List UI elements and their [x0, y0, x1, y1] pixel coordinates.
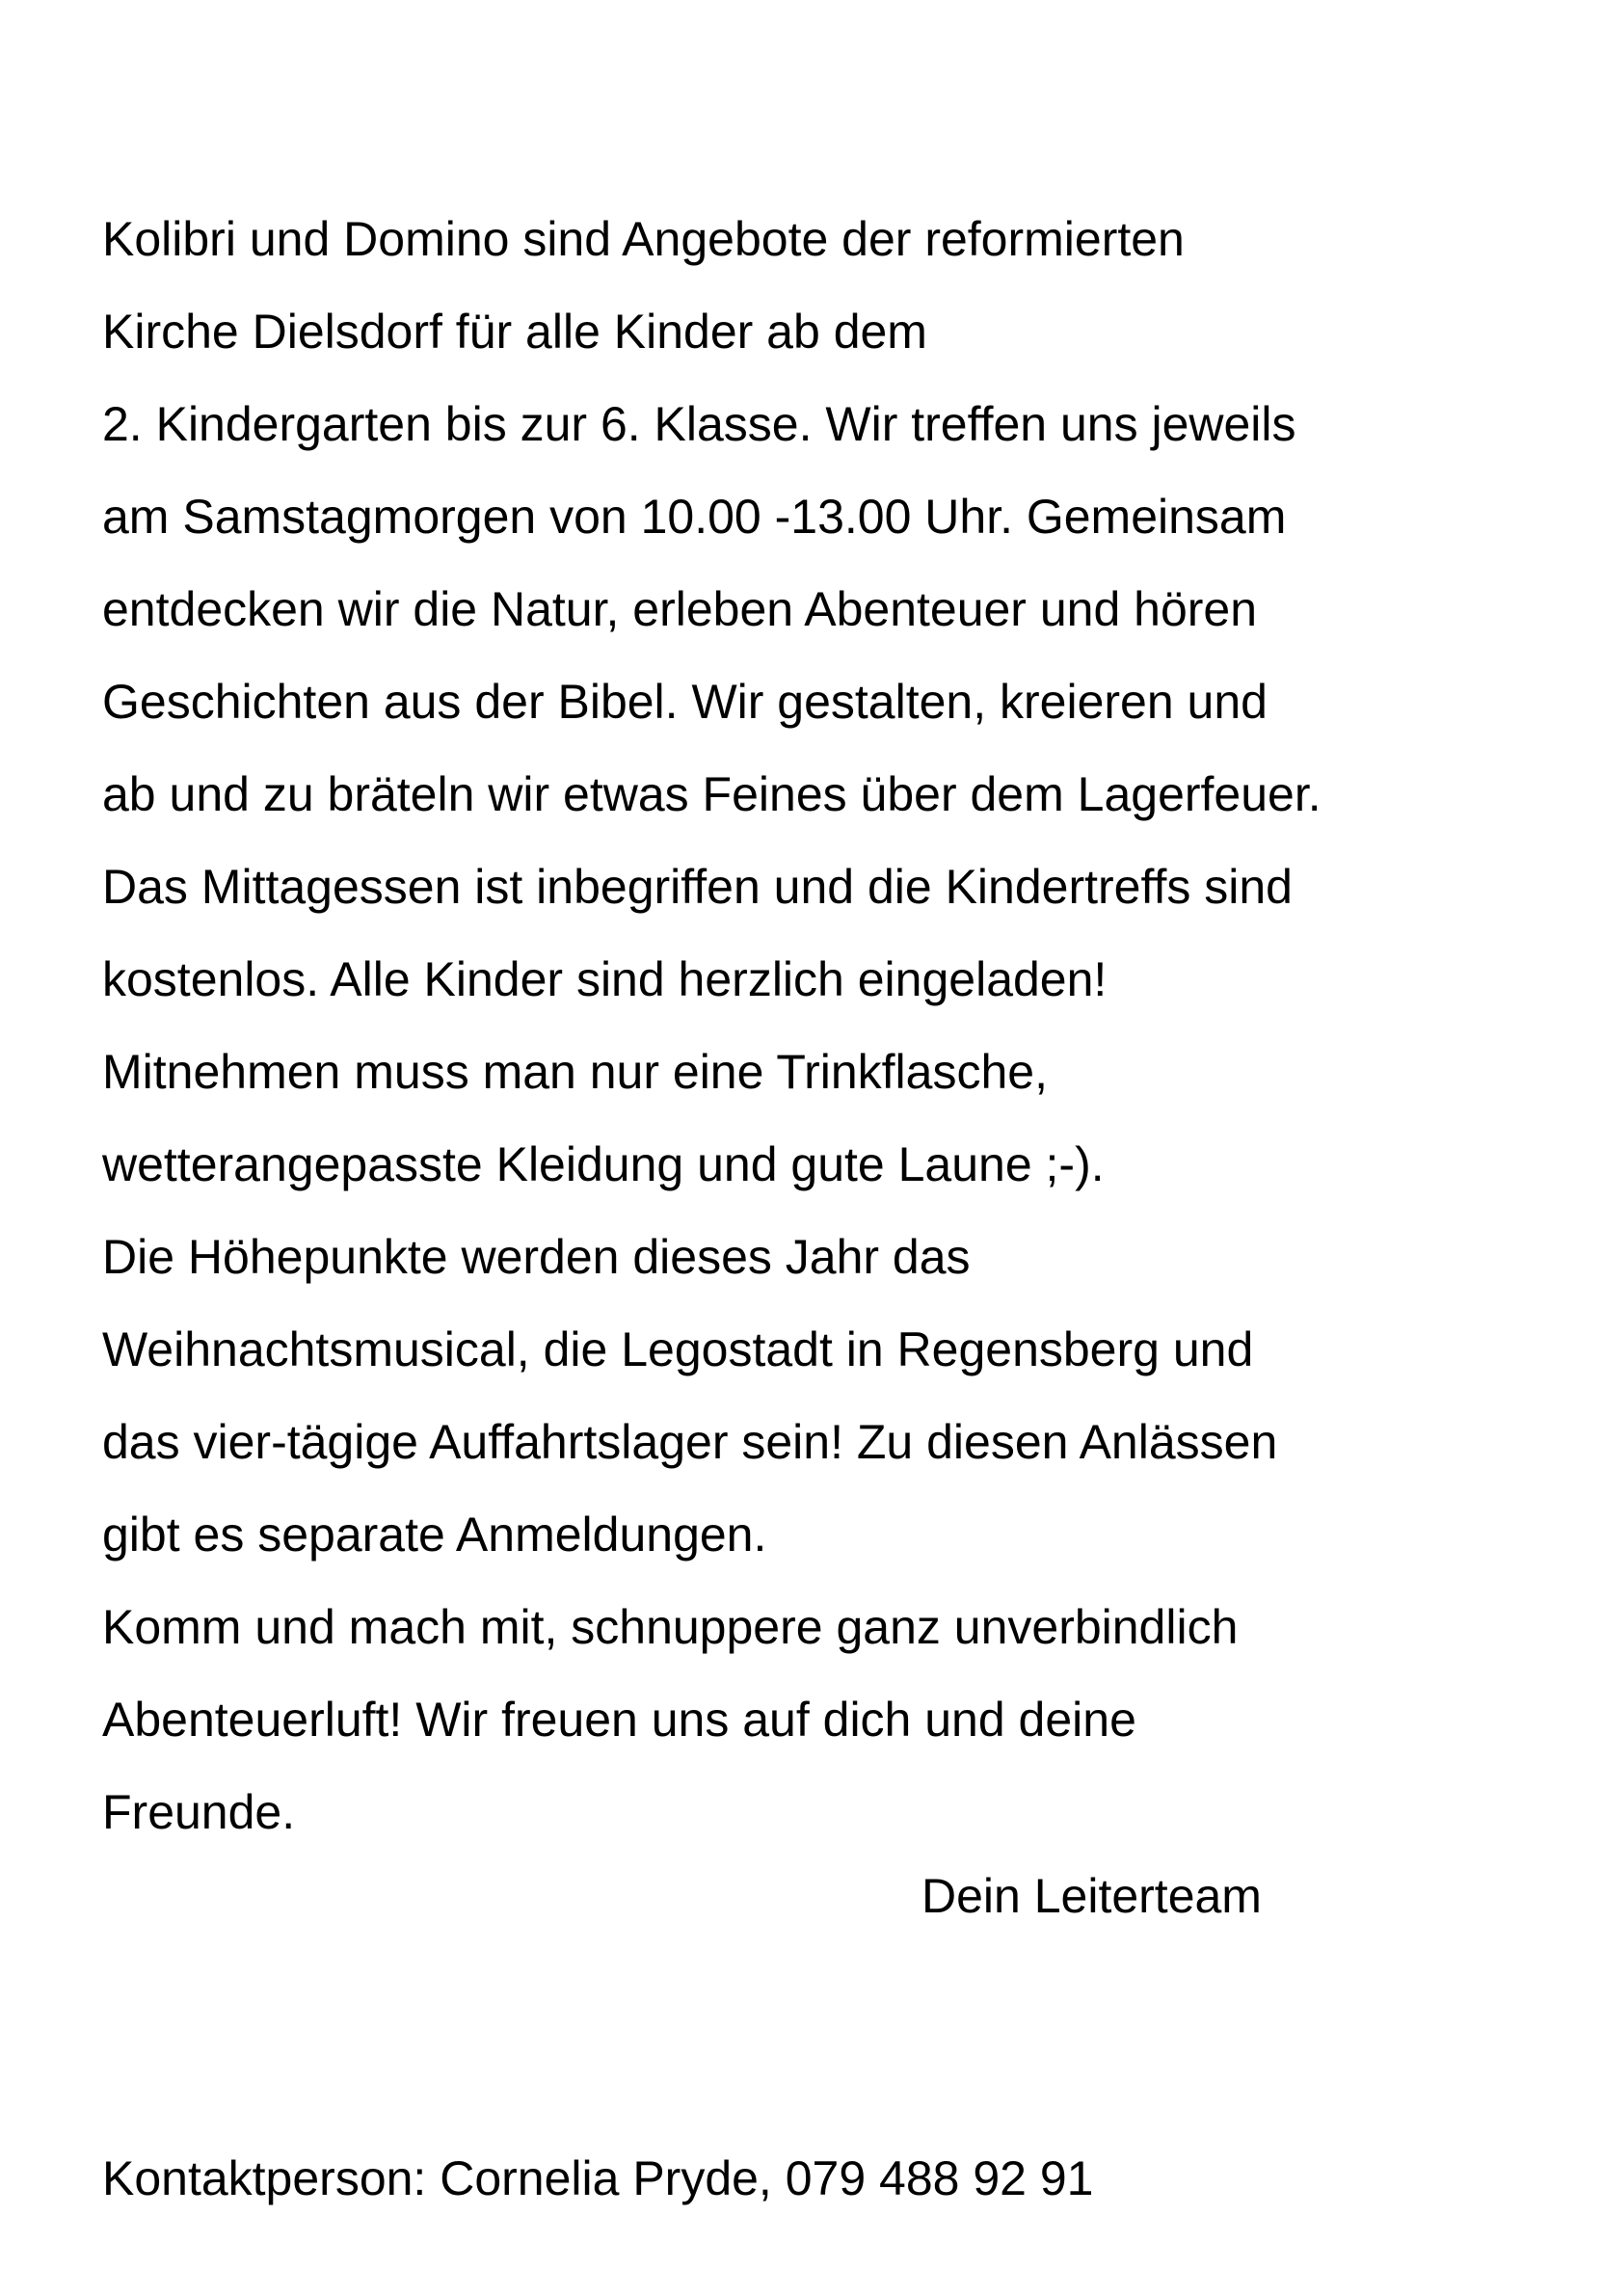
- text-line: Weihnachtsmusical, die Legostadt in Regensberg und: [102, 1322, 1254, 1376]
- text-line: Abenteuerluft! Wir freuen uns auf dich und deine: [102, 1693, 1136, 1747]
- text-line: das vier-tägige Auffahrtslager sein! Zu diesen Anlässen: [102, 1415, 1278, 1469]
- text-line: Geschichten aus der Bibel. Wir gestalten, kreieren und: [102, 675, 1268, 729]
- text-line: Kolibri und Domino sind Angebote der reformierten: [102, 212, 1185, 266]
- body-text: [102, 193, 1567, 1858]
- text-line: Kirche Dielsdorf für alle Kinder ab dem: [102, 305, 927, 359]
- text-line: gibt es separate Anmeldungen.: [102, 1508, 767, 1562]
- text-line: ab und zu bräteln wir etwas Feines über dem Lagerfeuer.: [102, 767, 1322, 821]
- text-line: Komm und mach mit, schnuppere ganz unverbindlich: [102, 1600, 1239, 1654]
- text-line: Mitnehmen muss man nur eine Trinkflasche,: [102, 1045, 1048, 1099]
- text-line: am Samstagmorgen von 10.00 -13.00 Uhr. Gemeinsam: [102, 490, 1287, 544]
- text-line: wetterangepasste Kleidung und gute Laune ;-).: [102, 1137, 1105, 1191]
- text-line: Freunde.: [102, 1785, 296, 1839]
- text-line: kostenlos. Alle Kinder sind herzlich eingeladen!: [102, 952, 1108, 1006]
- text-line: Die Höhepunkte werden dieses Jahr das: [102, 1230, 971, 1284]
- text-line: 2. Kindergarten bis zur 6. Klasse. Wir treffen uns jeweils: [102, 397, 1296, 451]
- text-line: Das Mittagessen ist inbegriffen und die Kindertreffs sind: [102, 860, 1293, 914]
- signature: Dein Leiterteam: [921, 1869, 1262, 1923]
- contact-info: Kontaktperson: Cornelia Pryde, 079 488 92 91: [102, 2151, 1094, 2205]
- text-line: entdecken wir die Natur, erleben Abenteuer und hören: [102, 582, 1258, 636]
